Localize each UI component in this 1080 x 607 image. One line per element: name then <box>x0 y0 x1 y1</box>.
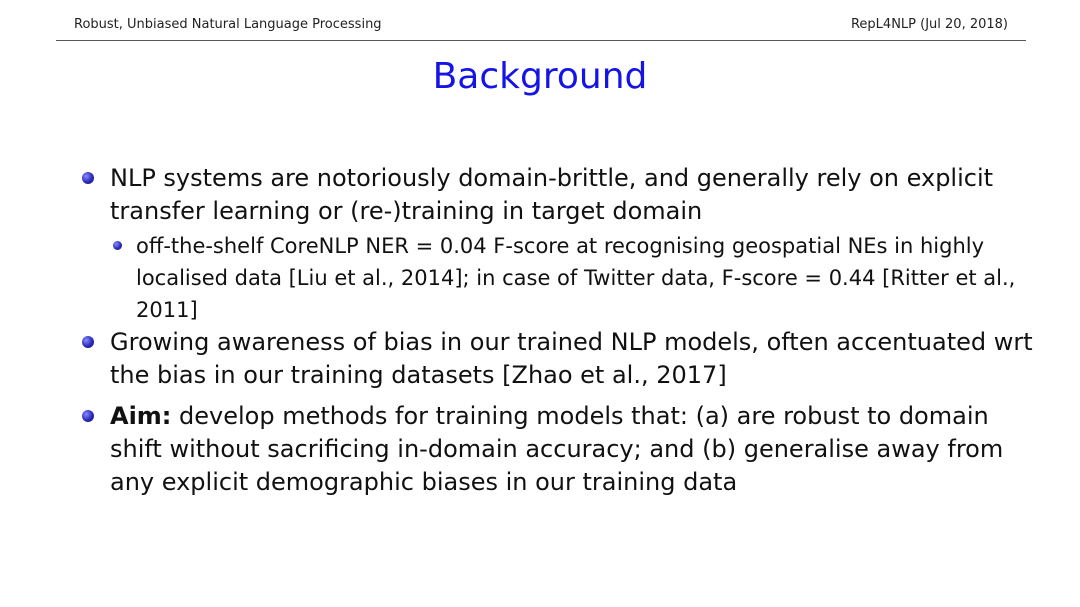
bullet-list <box>80 162 1040 499</box>
bullet-text: Growing awareness of bias in our trained NLP models, often accentuated wrt the bias in our training datasets [Zhao et al., 2017] <box>110 328 1033 389</box>
bullet-icon <box>82 172 94 184</box>
bullet-text: NLP systems are notoriously domain-brittle, and generally rely on explicit transfer learning or (re-)training in target domain <box>110 164 994 225</box>
bullet-item <box>80 400 1040 499</box>
sub-bullet-item <box>80 230 1040 326</box>
presentation-title: Robust, Unbiased Natural Language Processing <box>74 17 382 32</box>
bullet-item <box>80 162 1040 228</box>
bullet-icon <box>82 410 94 422</box>
slide-title: Background <box>432 56 648 97</box>
venue-date: RepL4NLP (Jul 20, 2018) <box>850 17 1008 32</box>
bullet-item <box>80 326 1040 392</box>
slide-header <box>74 17 1008 37</box>
header-divider <box>56 40 1026 41</box>
sub-bullet-text: off-the-shelf CoreNLP NER = 0.04 F-score at recognising geospatial NEs in highly localised data [Liu et al., 2014]; in case of Twitter data, F-score = 0.44 [Ritter et al., 2011] <box>136 234 1016 322</box>
bullet-text: develop methods for training models that: (a) are robust to domain shift without sacrificing in-domain accuracy; and (b) generalise away from any explicit demographic biases in our training data <box>110 402 1004 496</box>
bullet-icon <box>82 336 94 348</box>
bullet-lead: Aim: <box>110 402 172 430</box>
sub-bullet-icon <box>113 241 122 250</box>
